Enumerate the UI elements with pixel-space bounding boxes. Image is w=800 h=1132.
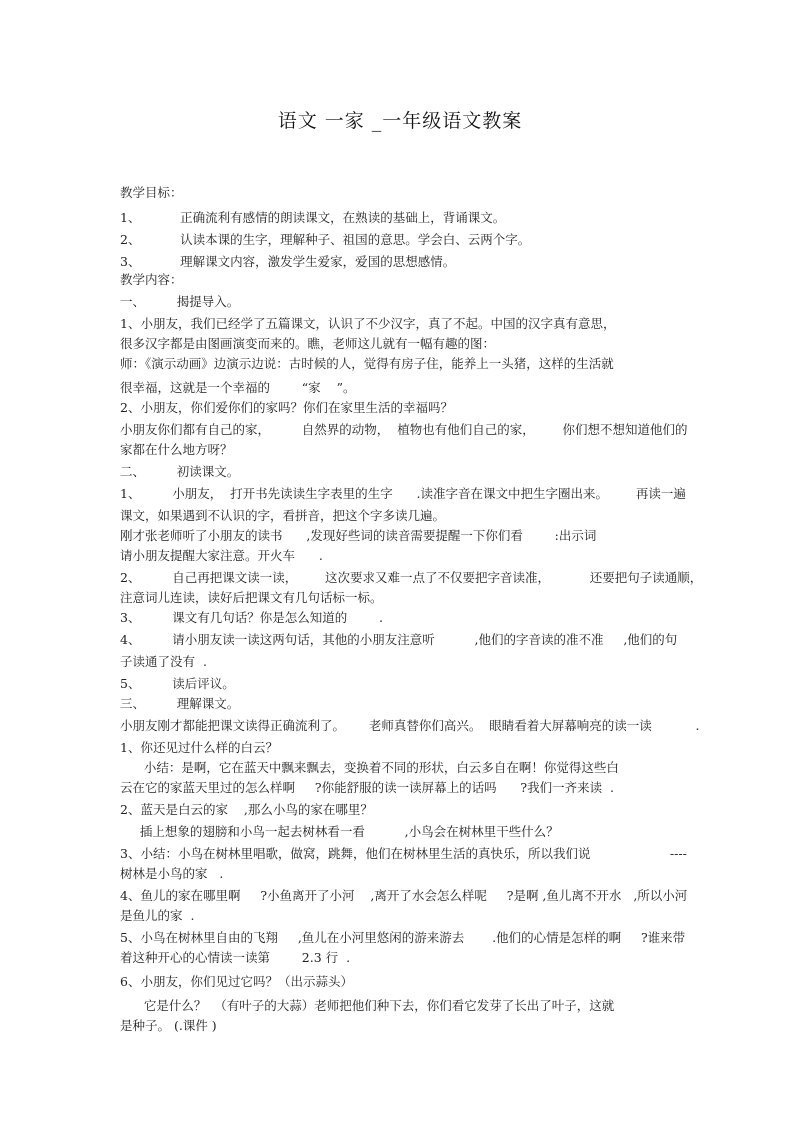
text-line: 云在它的家蓝天里过的怎么样啊 ?你能舒服的读一读屏幕上的话吗 ?我们一齐来读 .	[120, 780, 615, 795]
text-line: 6、小朋友，你们见过它吗？（出示蒜头）	[120, 974, 353, 989]
text-line: 1、小朋友，我们已经学了五篇课文，认识了不少汉字，真了不起。中国的汉字真有意思，	[120, 316, 616, 331]
text-line: 家都在什么地方呀？	[120, 442, 233, 457]
text-line: 插上想象的翅膀和小鸟一起去树林看一看 ,小鸟会在树林里干些什么？	[120, 824, 559, 839]
text-line: 小朋友你们都有自己的家， 自然界的动物， 植物也有他们自己的家， 你们想不想知道他们的	[120, 422, 688, 437]
text-line: 教学内容：	[120, 272, 183, 287]
text-line: 3、小结：小鸟在树林里唱歌，做窝，跳舞，他们在树林里生活的真快乐，所以我们说 ----	[120, 846, 687, 861]
text-line: 3、 课文有几句话？你是怎么知道的 .	[120, 610, 384, 625]
text-line: 树林是小鸟的家 .	[120, 866, 224, 881]
text-line: 5、小鸟在树林里自由的飞翔 ,鱼儿在小河里悠闲的游来游去 .他们的心情是怎样的啊 ?谁来带	[120, 930, 686, 945]
text-line: 一、 揭提导入。	[120, 294, 240, 309]
text-line: 4、 请小朋友读一读这两句话，其他的小朋友注意听 ,他们的字音读的准不准 ,他们的句	[120, 632, 678, 647]
text-line: 课文，如果遇到不认识的字，看拼音，把这个字多读几遍。	[120, 508, 446, 523]
text-line: 2、蓝天是白云的家 ,那么小鸟的家在哪里？	[120, 802, 373, 817]
text-line: 2、 认读本课的生字，理解种子、祖国的意思。学会白、云两个字。	[120, 232, 531, 247]
text-line: 请小朋友提醒大家注意。开火车 .	[120, 548, 323, 563]
text-line: 二、 初读课文。	[120, 464, 240, 479]
text-line: 教学目标：	[120, 185, 183, 200]
text-line: 3、 理解课文内容，激发学生爱家，爱国的思想感情。	[120, 254, 456, 269]
text-line: 师：《演示动画》边演示边说：古时候的人，觉得有房子住，能养上一头猪，这样的生活就	[120, 356, 614, 371]
text-line: 小结：是啊，它在蓝天中飘来飘去，变换着不同的形状，白云多自在啊！你觉得这些白	[120, 760, 619, 775]
text-line: 是种子。 (.课件 )	[120, 1018, 217, 1033]
document-title: 语文 一家 _一年级语文教案	[277, 110, 523, 132]
text-line: 很多汉字都是由图画演变而来的。瞧，老师这儿就有一幅有趣的图：	[120, 336, 496, 351]
text-line: 很幸福，这就是一个幸福的 “家 ”。	[120, 380, 356, 395]
text-line: 刚才张老师听了小朋友的读书 ,发现好些词的读音需要提醒一下你们看 :出示词	[120, 528, 597, 543]
text-line: 子读通了没有 .	[120, 654, 207, 669]
text-line: 三、 理解课文。	[120, 696, 240, 711]
text-line: 1、你还见过什么样的白云？	[120, 740, 278, 755]
text-line: 1、 正确流利有感情的朗读课文，在熟读的基础上，背诵课文。	[120, 210, 506, 225]
text-line: 是鱼儿的家 .	[120, 908, 195, 923]
text-line: 5、 读后评议。	[120, 676, 235, 691]
text-line: 注意词儿连读，读好后把课文有几句话标一标。	[120, 590, 383, 605]
text-line: 2、 自己再把课文读一读， 这次要求又难一点了不仅要把字音读准， 还要把句子读通顺，	[120, 570, 703, 585]
text-line: 2、小朋友，你们爱你们的家吗？你们在家里生活的幸福吗？	[120, 400, 453, 415]
text-line: 4、鱼儿的家在哪里啊 ?小鱼离开了小河 ,离开了水会怎么样呢 ?是啊 ,鱼儿离不开水 ,所以小河	[120, 888, 688, 903]
text-line: 小朋友刚才都能把课文读得正确流利了。 老师真替你们高兴。 眼睛看着大屏幕响亮的读一读 .	[120, 718, 700, 733]
text-line: 1、 小朋友， 打开书先读读生字表里的生字 .读准字音在课文中把生字圈出来。 再读一遍	[120, 486, 686, 501]
text-line: 它是什么？ （有叶子的大蒜）老师把他们种下去，你们看它发芽了长出了叶子，这就	[120, 998, 615, 1013]
text-line: 着这种开心的心情读一读第 2.3 行 .	[120, 950, 351, 965]
